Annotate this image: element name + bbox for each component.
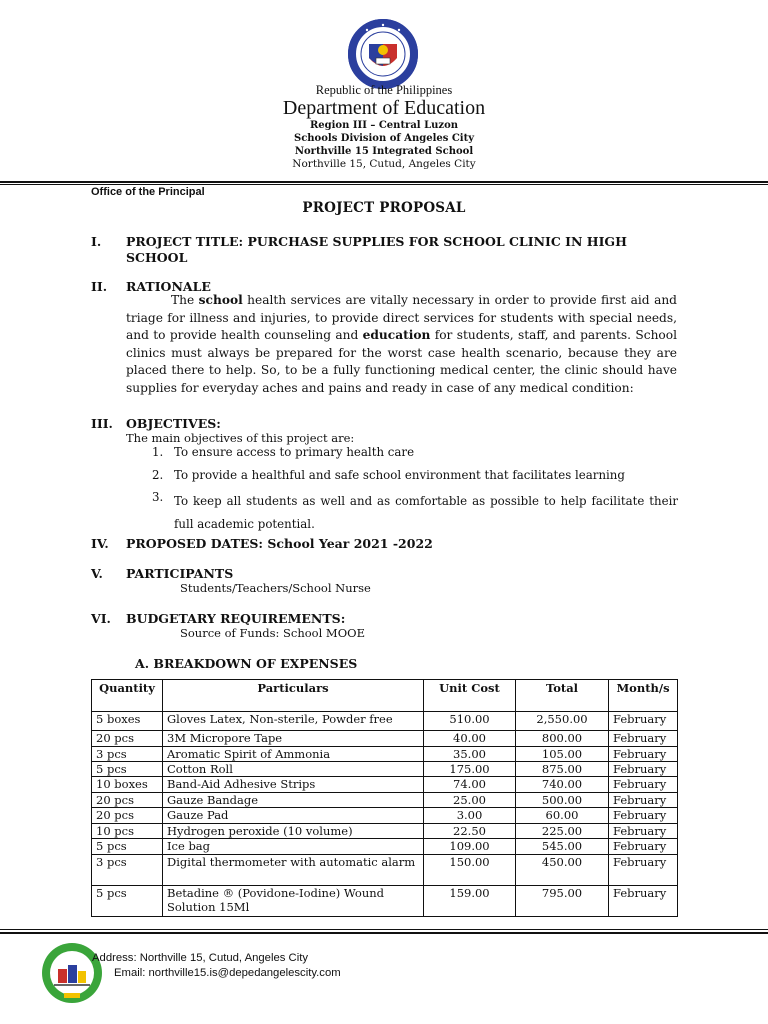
cell-total: 500.00 [516,793,609,808]
header-republic: Republic of the Philippines [315,83,453,97]
section-3-number: III. [91,416,113,431]
cell-total: 450.00 [516,855,609,886]
cell-quantity: 3 pcs [92,855,163,886]
table-header-row [92,680,678,712]
cell-month: February [609,855,678,886]
table-row [92,777,678,793]
section-3-title: OBJECTIVES: [126,416,221,431]
cell-total: 2,550.00 [516,712,609,731]
section-1-title: PROJECT TITLE: PURCHASE SUPPLIES FOR SCHOOL CLINIC IN HIGH [126,234,627,249]
cell-total: 875.00 [516,762,609,777]
cell-unit-cost: 159.00 [424,886,516,917]
cell-quantity: 10 boxes [92,777,163,793]
cell-unit-cost: 150.00 [424,855,516,886]
cell-month: February [609,839,678,855]
cell-unit-cost: 109.00 [424,839,516,855]
deped-seal-logo [347,18,419,90]
cell-particulars: Aromatic Spirit of Ammonia [163,747,424,762]
column-header-quantity: Quantity [92,680,163,712]
breakdown-title: A. BREAKDOWN OF EXPENSES [135,656,358,671]
table-row [92,762,678,777]
cell-quantity: 20 pcs [92,808,163,824]
cell-particulars: Gauze Pad [163,808,424,824]
section-2-number: II. [91,279,108,294]
table-body [92,712,678,917]
header-address: Northville 15, Cutud, Angeles City [292,158,476,170]
cell-unit-cost: 25.00 [424,793,516,808]
document-title: PROJECT PROPOSAL [302,200,466,216]
section-6-title: BUDGETARY REQUIREMENTS: [126,611,346,626]
header-division: Schools Division of Angeles City [293,133,475,144]
school-logo [40,941,104,1005]
cell-total: 105.00 [516,747,609,762]
cell-quantity: 5 pcs [92,839,163,855]
section-1-number: I. [91,234,102,249]
objectives-intro: The main objectives of this project are: [126,431,355,445]
header-divider [0,181,768,183]
column-header-particulars: Particulars [163,680,424,712]
cell-total: 740.00 [516,777,609,793]
header-department: Department of Education [282,97,486,119]
table-row [92,731,678,747]
source-of-funds: Source of Funds: School MOOE [180,626,365,640]
cell-month: February [609,793,678,808]
cell-particulars: Gauze Bandage [163,793,424,808]
cell-particulars: Betadine ® (Povidone-Iodine) Wound Solution 15Ml [163,886,424,917]
cell-month: February [609,824,678,839]
cell-unit-cost: 22.50 [424,824,516,839]
header-divider-thin [0,184,768,185]
cell-total: 800.00 [516,731,609,747]
footer-divider-thin [0,929,768,930]
cell-month: February [609,712,678,731]
section-4-number: IV. [91,536,109,551]
table-row [92,793,678,808]
expenses-table [91,679,678,917]
cell-particulars: Gloves Latex, Non-sterile, Powder free [163,712,424,731]
table-row [92,712,678,731]
rationale-paragraph: The school health services are vitally necessary in order to provide first aid and triage for illness and injuries, to provide direct services for students with special needs, and to provide health counseling and education for students, staff, and parents. School clinics must always be prepared for the worst case health scenario, because they are placed there to help. So, to be a fully functioning medical center, the clinic should have supplies for everyday aches and pains and ready in case of any medical condition: [126,293,677,395]
table-row [92,886,678,917]
cell-particulars: Cotton Roll [163,762,424,777]
footer-address: Address: Northville 15, Cutud, Angeles City [92,952,309,964]
column-header-months: Month/s [609,680,678,712]
cell-total: 545.00 [516,839,609,855]
cell-quantity: 5 pcs [92,886,163,917]
cell-particulars: Band-Aid Adhesive Strips [163,777,424,793]
cell-particulars: Hydrogen peroxide (10 volume) [163,824,424,839]
section-5-number: V. [91,566,103,581]
section-1-title-cont: SCHOOL [126,250,188,265]
table-row [92,747,678,762]
cell-month: February [609,762,678,777]
cell-quantity: 3 pcs [92,747,163,762]
cell-month: February [609,777,678,793]
office-label: Office of the Principal [91,186,205,198]
cell-quantity: 20 pcs [92,731,163,747]
cell-total: 795.00 [516,886,609,917]
section-2-title: RATIONALE [126,279,211,294]
cell-quantity: 20 pcs [92,793,163,808]
cell-unit-cost: 40.00 [424,731,516,747]
cell-quantity: 5 boxes [92,712,163,731]
header-school: Northville 15 Integrated School [294,146,474,157]
footer-divider [0,932,768,934]
cell-unit-cost: 35.00 [424,747,516,762]
column-header-unit-cost: Unit Cost [424,680,516,712]
cell-month: February [609,731,678,747]
cell-unit-cost: 3.00 [424,808,516,824]
column-header-total: Total [516,680,609,712]
cell-total: 60.00 [516,808,609,824]
participants-text: Students/Teachers/School Nurse [180,581,371,595]
cell-month: February [609,808,678,824]
table-row [92,855,678,886]
cell-unit-cost: 175.00 [424,762,516,777]
section-5-title: PARTICIPANTS [126,566,234,581]
table-row [92,808,678,824]
footer-email: Email: northville15.is@depedangelescity.com [114,967,341,979]
cell-month: February [609,886,678,917]
cell-quantity: 10 pcs [92,824,163,839]
cell-unit-cost: 74.00 [424,777,516,793]
cell-particulars: Digital thermometer with automatic alarm [163,855,424,886]
section-4-title: PROPOSED DATES: School Year 2021 -2022 [126,536,433,551]
cell-quantity: 5 pcs [92,762,163,777]
cell-total: 225.00 [516,824,609,839]
cell-particulars: 3M Micropore Tape [163,731,424,747]
cell-month: February [609,747,678,762]
cell-unit-cost: 510.00 [424,712,516,731]
header-region: Region III – Central Luzon [309,120,459,131]
table-row [92,824,678,839]
table-row [92,839,678,855]
cell-particulars: Ice bag [163,839,424,855]
section-6-number: VI. [91,611,111,626]
